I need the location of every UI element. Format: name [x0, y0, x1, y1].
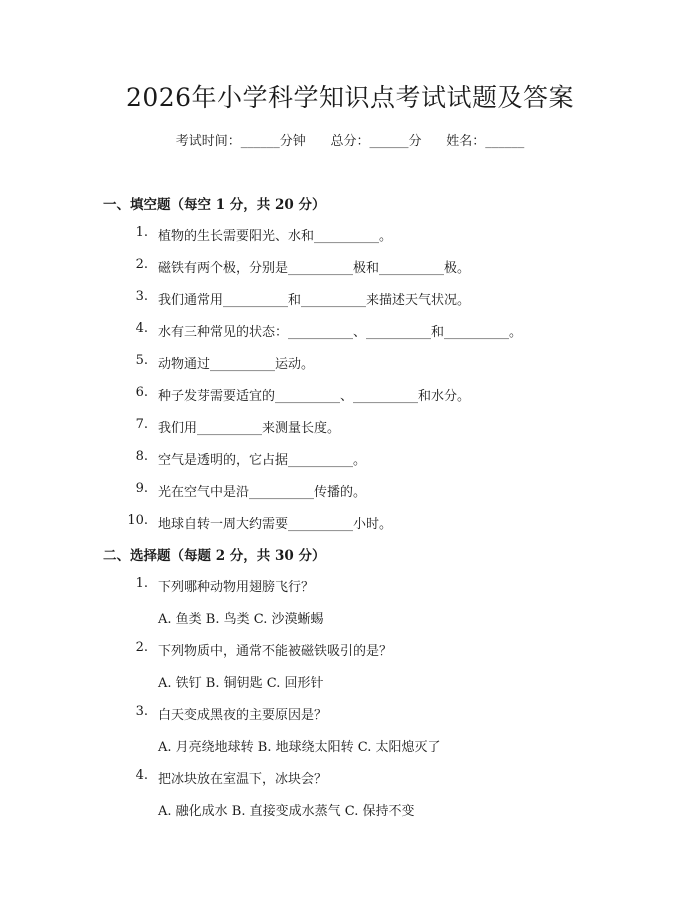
question-text: 种子发芽需要适宜的__________、__________和水分。 — [158, 389, 471, 404]
choice-options: A. 月亮绕地球转 B. 地球绕太阳转 C. 太阳熄灭了 — [158, 740, 441, 755]
question-number: 10. — [127, 513, 148, 528]
question-number: 4. — [135, 321, 148, 336]
question-number: 2. — [135, 640, 148, 655]
question-number: 5. — [135, 353, 148, 368]
question-text: 水有三种常见的状态：__________、__________和__________。 — [158, 325, 523, 340]
question-text: 光在空气中是沿__________传播的。 — [158, 485, 367, 500]
exam-info-line: 考试时间：______分钟 总分：______分 姓名：______ — [175, 134, 525, 149]
question-text: 我们用__________来测量长度。 — [158, 421, 341, 436]
question-number: 3. — [135, 704, 148, 719]
question-number: 1. — [135, 225, 148, 240]
question-text: 白天变成黑夜的主要原因是？ — [158, 708, 328, 723]
question-number: 8. — [135, 449, 148, 464]
choice-options: A. 铁钉 B. 铜钥匙 C. 回形针 — [158, 676, 324, 691]
question-text: 空气是透明的，它占据__________。 — [158, 453, 367, 468]
question-text: 我们通常用__________和__________来描述天气状况。 — [158, 293, 471, 308]
question-number: 7. — [135, 417, 148, 432]
question-number: 9. — [135, 481, 148, 496]
question-number: 3. — [135, 289, 148, 304]
question-text: 动物通过__________运动。 — [158, 357, 315, 372]
page-title: 2026年小学科学知识点考试试题及答案 — [125, 83, 575, 112]
question-text: 植物的生长需要阳光、水和__________。 — [158, 229, 393, 244]
question-number: 2. — [135, 257, 148, 272]
question-number: 6. — [135, 385, 148, 400]
question-text: 下列物质中，通常不能被磁铁吸引的是？ — [158, 644, 393, 659]
question-text: 下列哪种动物用翅膀飞行？ — [158, 580, 315, 595]
question-text: 把冰块放在室温下，冰块会？ — [158, 772, 328, 787]
question-text: 地球自转一周大约需要__________小时。 — [158, 517, 393, 532]
question-text: 磁铁有两个极，分别是__________极和__________极。 — [158, 261, 471, 276]
question-number: 1. — [135, 576, 148, 591]
question-number: 4. — [135, 768, 148, 783]
choice-options: A. 融化成水 B. 直接变成水蒸气 C. 保持不变 — [158, 804, 415, 819]
choice-options: A. 鱼类 B. 鸟类 C. 沙漠蜥蜴 — [158, 612, 324, 627]
section-heading-fill-in: 一、填空题（每空 1 分，共 20 分） — [103, 197, 326, 213]
section-heading-choice: 二、选择题（每题 2 分，共 30 分） — [103, 548, 326, 564]
